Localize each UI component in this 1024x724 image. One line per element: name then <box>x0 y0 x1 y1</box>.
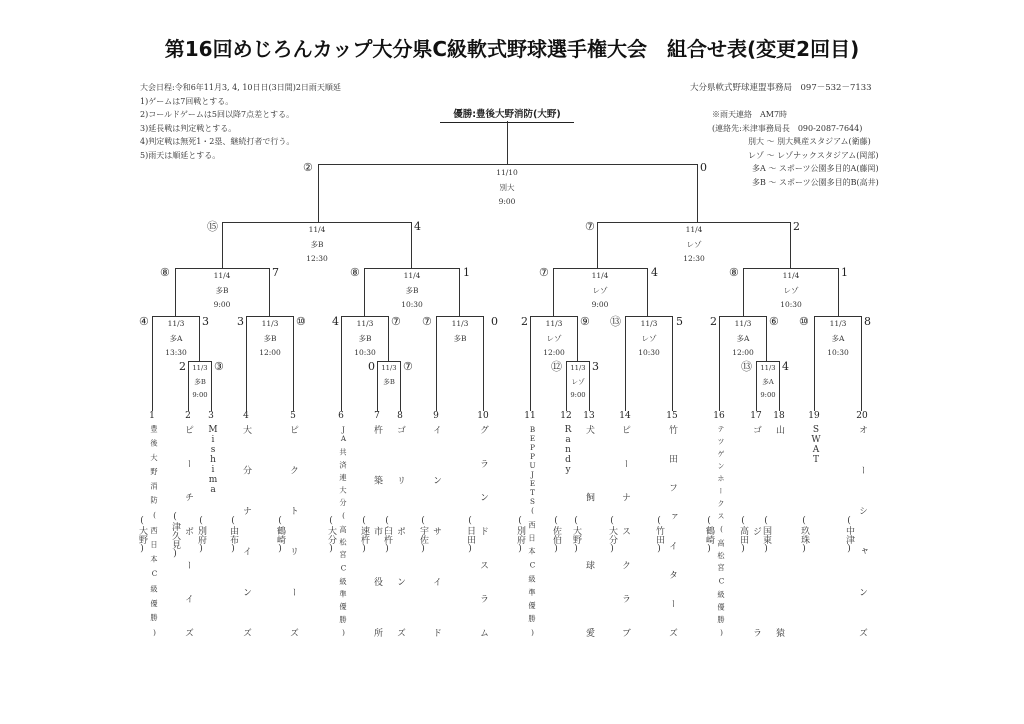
qf-4-score-left: ⑧ <box>729 266 739 279</box>
r1-4-info <box>756 362 780 403</box>
team-6-number: 6 <box>338 411 344 421</box>
r2-3-score-right: ⑦ <box>391 315 401 328</box>
final-right-leg <box>697 164 698 222</box>
venue-rezo: レゾ ～ レゾナックスタジアム(岡部) <box>748 150 879 160</box>
r1-3-info <box>566 362 590 403</box>
qf-3-info <box>570 269 630 313</box>
federation-office: 大分県軟式野球連盟事務局 097－532－7133 <box>690 83 872 93</box>
semi-left-leg-a <box>222 222 223 268</box>
team-7-location: (速杵) <box>359 516 369 554</box>
r2-8-info <box>814 317 862 361</box>
qf-2-info <box>382 269 442 313</box>
rule-1: 1)ゲームは7回戦とする。 <box>140 96 234 106</box>
semi-2-info <box>654 223 734 267</box>
r2-6-score-left: ⑬ <box>610 315 621 328</box>
team-3-location: (別府) <box>196 516 206 554</box>
r2-1-score-left: ④ <box>139 315 149 328</box>
r2-6-info <box>625 317 673 361</box>
r2-8-score-left: ⑩ <box>799 315 809 328</box>
r1-1-score-left: 2 <box>179 360 186 373</box>
r2-5-score-right: ⑨ <box>580 315 590 328</box>
r1-3-time: 9:00 <box>570 391 586 400</box>
r2-8-date: 11/3 <box>829 319 847 328</box>
team-17-location: (高田) <box>738 516 748 554</box>
r2-4-score-right: 0 <box>491 315 498 328</box>
rule-schedule: 大会日程:令和6年11月3, 4, 10日日(3日間)2日雨天順延 <box>140 83 341 92</box>
final-date: 11/10 <box>496 168 518 177</box>
champion-label: 優勝:豊後大野消防(大野) <box>440 106 574 123</box>
r2-5-time: 12:00 <box>543 348 565 357</box>
qf-4-venue: レゾ <box>783 285 799 295</box>
r2-8-score-right: 8 <box>864 315 871 328</box>
team-19 <box>799 425 821 637</box>
qf1-leg-b <box>269 268 270 316</box>
qf3-leg-a <box>553 268 554 316</box>
r2-5-info <box>530 317 578 361</box>
qf-1-time: 9:00 <box>213 300 231 309</box>
semi-2-score-left: ⑦ <box>585 220 595 233</box>
semi-right-leg-b <box>790 222 791 268</box>
team-20 <box>844 425 869 637</box>
team-14-location: (大分) <box>607 516 617 554</box>
team-2 <box>170 425 195 637</box>
r1-1-date: 11/3 <box>192 364 208 372</box>
r2-5-venue: レゾ <box>546 333 562 343</box>
r2-6-date: 11/3 <box>640 319 658 328</box>
rule-2: 2)コールドゲームは5回以降7点差とする。 <box>140 110 295 120</box>
team-2-number: 2 <box>185 411 191 421</box>
team-20-name: オーシャンズ <box>857 425 867 637</box>
semi-1-score-left: ⑮ <box>207 220 218 233</box>
r1-2-score-right: ⑦ <box>403 360 413 373</box>
r2-1-venue: 多A <box>169 333 183 343</box>
r2-7-venue: 多A <box>736 333 750 343</box>
champion-stem <box>507 121 508 164</box>
r2-1-time: 13:30 <box>165 348 187 357</box>
r1-1-venue: 多B <box>194 377 206 386</box>
team-2-location: (津久見) <box>170 511 180 559</box>
final-time: 9:00 <box>498 197 516 206</box>
r2-4-venue: 多B <box>453 333 467 343</box>
r2-8-time: 10:30 <box>827 348 849 357</box>
team-16-location: (鶴崎) <box>704 516 714 554</box>
final-left-leg <box>318 164 319 222</box>
qf-2-score-right: 1 <box>463 266 470 279</box>
r1-4-score-right: 4 <box>782 360 789 373</box>
team-10-name: グランドスラム <box>478 425 488 637</box>
team-3 <box>196 425 218 637</box>
team-20-number: 20 <box>856 411 868 421</box>
r2-7-info <box>719 317 767 361</box>
team-8-location: (臼杵) <box>382 516 392 554</box>
qf-1-info <box>192 269 252 313</box>
team-16 <box>704 425 726 637</box>
qf4-leg-a <box>743 268 744 316</box>
r2-8-venue: 多A <box>831 333 845 343</box>
team-10-location: (日田) <box>465 516 475 554</box>
final-score-right: 0 <box>700 161 707 174</box>
team-9 <box>418 425 443 637</box>
r1-4-score-left: ⑬ <box>741 360 752 373</box>
r1-4-time: 9:00 <box>760 391 776 400</box>
page-title: 第16回めじろんカップ大分県C級軟式野球選手権大会 組合せ表(変更2回目) <box>164 37 860 61</box>
r2-4-info <box>436 317 484 346</box>
venue-taA: 多A ～ スポーツ公園多目的A(藤岡) <box>752 164 879 174</box>
semi-2-score-right: 2 <box>793 220 800 233</box>
team-15-name: 竹田ファイターズ <box>667 425 677 637</box>
venue-betsudai: 別大 ～ 別大興産スタジアム(衛藤) <box>748 137 871 147</box>
r1-4-venue: 多A <box>762 377 774 386</box>
r2-3-date: 11/3 <box>356 319 374 328</box>
team-2-name: ピーチボーイズ <box>183 425 193 637</box>
qf-1-score-left: ⑧ <box>160 266 170 279</box>
r2-3-venue: 多B <box>358 333 372 343</box>
r1-3-date: 11/3 <box>570 364 586 372</box>
team-5-name: ピクトリーズ <box>288 425 298 637</box>
qf-4-score-right: 1 <box>841 266 848 279</box>
team-4 <box>228 425 253 637</box>
qf3-leg-b <box>647 268 648 316</box>
contact-note: (連絡先:米津事務局長 090-2087-7644) <box>712 123 863 133</box>
venue-notes <box>712 108 879 190</box>
team-15-number: 15 <box>666 411 678 421</box>
team-16-number: 16 <box>713 411 725 421</box>
team-10-number: 10 <box>477 411 489 421</box>
qf-2-venue: 多B <box>405 285 419 295</box>
r1-1-info <box>188 362 212 403</box>
r2-4-date: 11/3 <box>451 319 469 328</box>
team-5-location: (鶴崎) <box>275 516 285 554</box>
qf-4-date: 11/4 <box>782 271 800 280</box>
r2-2-time: 12:00 <box>259 348 281 357</box>
qf1-leg-a <box>175 268 176 316</box>
team-15-location: (竹田) <box>654 516 664 554</box>
team-16-name: テツゲンホークス(高松宮C級優勝) <box>717 425 726 637</box>
qf-1-score-right: 7 <box>272 266 279 279</box>
r2-3-time: 10:30 <box>354 348 376 357</box>
team-11-number: 11 <box>524 411 536 421</box>
semi-1-time: 12:30 <box>306 254 328 263</box>
qf4-leg-b <box>838 268 839 316</box>
team-13 <box>571 425 596 637</box>
team-13-location: (大野) <box>571 516 581 554</box>
r2-6-score-right: 5 <box>676 315 683 328</box>
team-17-number: 17 <box>750 411 762 421</box>
r2-2-venue: 多B <box>263 333 277 343</box>
semi-right-leg-a <box>597 222 598 268</box>
r2-3-info <box>341 317 389 361</box>
team-10 <box>465 425 490 637</box>
qf-4-info <box>761 269 821 313</box>
team-14-number: 14 <box>619 411 631 421</box>
r2-6-time: 10:30 <box>638 348 660 357</box>
semi-2-date: 11/4 <box>685 225 703 234</box>
r1-2-score-left: 0 <box>368 360 375 373</box>
r1-1-score-right: ③ <box>214 360 224 373</box>
team-20-location: (中津) <box>844 516 854 554</box>
team-11-name: BEPPUJETS(西日本C級準優勝) <box>528 425 537 637</box>
team-12-number: 12 <box>560 411 572 421</box>
qf-2-time: 10:30 <box>401 300 423 309</box>
team-19-name: SWAT <box>811 425 821 465</box>
r2-2-info <box>246 317 294 361</box>
qf-3-date: 11/4 <box>591 271 609 280</box>
r1-3-score-left: ⑫ <box>551 360 562 373</box>
qf-4-time: 10:30 <box>780 300 802 309</box>
r1-3-score-right: 3 <box>592 360 599 373</box>
team-18-location: (国東) <box>761 516 771 554</box>
r1-2-date: 11/3 <box>381 364 397 372</box>
r2-2-score-left: 3 <box>237 315 244 328</box>
team-12-location: (佐伯) <box>551 516 561 554</box>
r1-2-info <box>377 362 401 389</box>
team-8 <box>382 425 407 637</box>
r1-4-date: 11/3 <box>760 364 776 372</box>
team-19-number: 19 <box>808 411 820 421</box>
qf-1-date: 11/4 <box>213 271 231 280</box>
team-6-name: JA共済連大分(高松宮C級準優勝) <box>339 425 348 637</box>
team-13-number: 13 <box>583 411 595 421</box>
team-4-number: 4 <box>243 411 249 421</box>
team-3-name: Mishima <box>208 425 218 495</box>
team-15 <box>654 425 679 637</box>
final-score-left: ② <box>303 161 313 174</box>
team-1-location: (大野) <box>137 516 147 554</box>
team-12-name: Randy <box>563 425 573 475</box>
r2-1-score-right: 3 <box>202 315 209 328</box>
qf-3-score-left: ⑦ <box>539 266 549 279</box>
qf-2-date: 11/4 <box>403 271 421 280</box>
rule-4: 4)判定戦は無死1・2塁、継続打者で行う。 <box>140 137 295 147</box>
semi-1-info <box>277 223 357 267</box>
qf-3-time: 9:00 <box>591 300 609 309</box>
r2-7-date: 11/3 <box>734 319 752 328</box>
team-14 <box>607 425 632 637</box>
final-venue: 別大 <box>499 182 515 192</box>
r2-6-venue: レゾ <box>641 333 657 343</box>
team-5 <box>275 425 300 637</box>
team-13-name: 犬飼球愛 <box>584 425 594 637</box>
semi-left-leg-b <box>411 222 412 268</box>
semi-2-time: 12:30 <box>683 254 705 263</box>
team-6-location: (大分) <box>326 516 336 554</box>
r1-2-venue: 多B <box>383 377 395 386</box>
r2-2-date: 11/3 <box>261 319 279 328</box>
team-9-location: (宇佐) <box>418 516 428 554</box>
r2-3-score-left: 4 <box>332 315 339 328</box>
r2-7-time: 12:00 <box>732 348 754 357</box>
team-8-number: 8 <box>397 411 403 421</box>
r2-5-date: 11/3 <box>545 319 563 328</box>
team-14-name: ピーナスクラブ <box>620 425 630 637</box>
r1-3-venue: レゾ <box>571 377 585 386</box>
r2-5-score-left: 2 <box>521 315 528 328</box>
team-7-number: 7 <box>374 411 380 421</box>
r2-7-score-left: 2 <box>710 315 717 328</box>
qf-2-score-left: ⑧ <box>350 266 360 279</box>
r2-2-score-right: ⑩ <box>296 315 306 328</box>
r2-1-info <box>152 317 200 361</box>
r2-7-score-right: ⑥ <box>769 315 779 328</box>
team-18 <box>761 425 786 637</box>
rule-5: 5)雨天は順延とする。 <box>140 150 221 160</box>
team-11 <box>515 425 537 637</box>
team-5-number: 5 <box>290 411 296 421</box>
team-18-number: 18 <box>773 411 785 421</box>
r2-1-date: 11/3 <box>167 319 185 328</box>
final-bar <box>318 164 698 165</box>
rules-list <box>140 81 341 163</box>
qf2-leg-a <box>364 268 365 316</box>
qf-3-score-right: 4 <box>651 266 658 279</box>
team-9-name: インサイド <box>431 425 441 637</box>
team-4-location: (由布) <box>228 516 238 554</box>
venue-taB: 多B ～ スポーツ公園多目的B(高井) <box>752 177 879 187</box>
r2-4-score-left: ⑦ <box>422 315 432 328</box>
team-11-location: (別府) <box>515 516 525 554</box>
qf2-leg-b <box>459 268 460 316</box>
team-1-number: 1 <box>149 411 155 421</box>
semi-1-venue: 多B <box>310 239 324 249</box>
team-17-name: ゴジラ <box>751 425 761 637</box>
rain-contact-note: ※雨天連絡 AM7時 <box>712 110 788 119</box>
semi-1-date: 11/4 <box>308 225 326 234</box>
team-18-name: 山猿 <box>774 425 784 637</box>
qf-3-venue: レゾ <box>592 285 608 295</box>
team-9-number: 9 <box>433 411 439 421</box>
team-19-location: (玖珠) <box>799 516 809 554</box>
final-info <box>467 166 547 210</box>
semi-2-venue: レゾ <box>686 239 702 249</box>
team-8-name: ゴリポンズ <box>395 425 405 637</box>
r1-1-time: 9:00 <box>192 391 208 400</box>
team-4-name: 大分ナインズ <box>241 425 251 637</box>
team-1 <box>137 425 159 637</box>
rule-3: 3)延長戦は判定戦とする。 <box>140 123 237 133</box>
team-1-name: 豊後大野消防(西日本C級優勝) <box>150 425 159 637</box>
team-6 <box>326 425 348 637</box>
team-7-name: 杵築市役所 <box>372 425 382 637</box>
qf-1-venue: 多B <box>215 285 229 295</box>
semi-1-score-right: 4 <box>414 220 421 233</box>
team-3-number: 3 <box>208 411 214 421</box>
